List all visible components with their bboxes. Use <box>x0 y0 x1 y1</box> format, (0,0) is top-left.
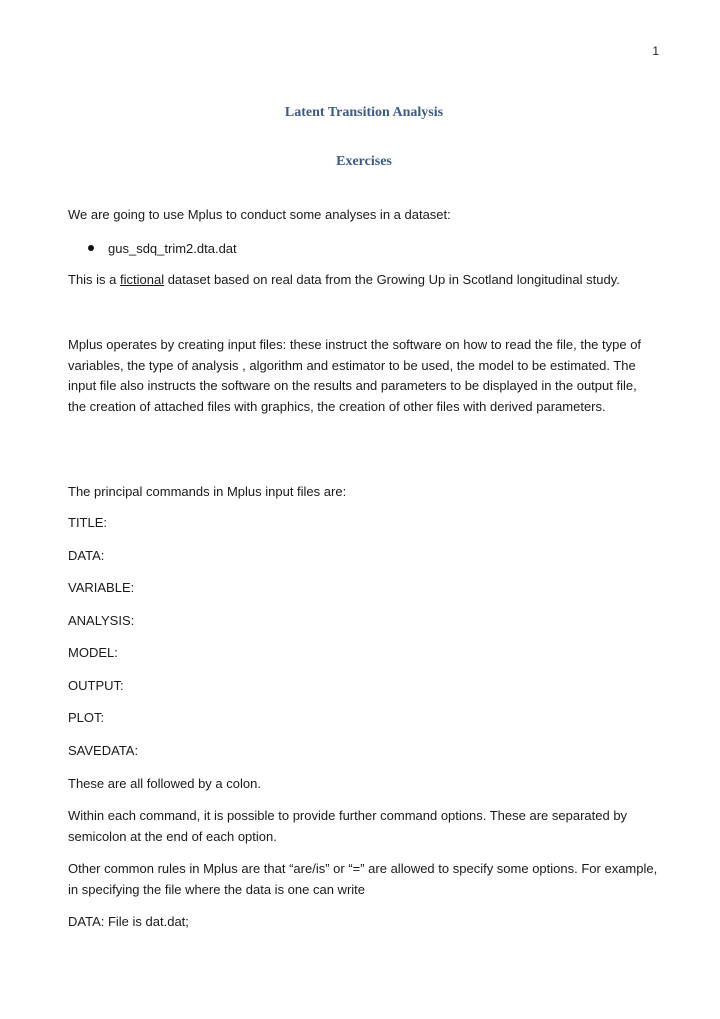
fictional-after: dataset based on real data from the Growing Up in Scotland longitudinal study. <box>164 272 620 287</box>
document-subtitle: Exercises <box>336 154 392 169</box>
intro-paragraph: We are going to use Mplus to conduct some analyses in a dataset: <box>68 207 451 222</box>
page-number: 1 <box>652 44 659 58</box>
document-title: Latent Transition Analysis <box>284 105 444 120</box>
common-rules-paragraph: Other common rules in Mplus are that “are/is” or “=” are allowed to specify some options. For example, in specifying the file where the data is one can write <box>68 861 658 897</box>
dataset-bullet <box>88 239 678 260</box>
command-data: DATA: <box>68 548 105 563</box>
principal-commands-intro: The principal commands in Mplus input files are: <box>68 484 347 499</box>
within-command-paragraph: Within each command, it is possible to provide further command options. These are separated by semicolon at the end of each option. <box>68 808 628 844</box>
fictional-paragraph <box>68 270 658 291</box>
fictional-before: This is a <box>68 272 121 287</box>
command-plot: PLOT: <box>68 710 105 725</box>
bullet-icon <box>88 245 94 251</box>
mplus-paragraph: Mplus operates by creating input files: these instruct the software on how to read the file, the type of variables, the type of analysis , algorithm and estimator to be used, the model to be estimated. The input file also instructs the software on the results and parameters to be displayed in the output file, the creation of attached files with graphics, the creation of other files with derived parameters. <box>68 337 642 414</box>
command-variable: VARIABLE: <box>68 580 135 595</box>
data-example: DATA: File is dat.dat; <box>68 914 189 929</box>
command-title: TITLE: <box>68 515 108 530</box>
command-output: OUTPUT: <box>68 678 124 693</box>
dataset-filename: gus_sdq_trim2.dta.dat <box>108 241 237 256</box>
colon-note: These are all followed by a colon. <box>68 776 261 791</box>
command-model: MODEL: <box>68 645 118 660</box>
command-analysis: ANALYSIS: <box>68 613 135 628</box>
fictional-underlined: fictional <box>120 272 165 287</box>
command-savedata: SAVEDATA: <box>68 743 139 758</box>
